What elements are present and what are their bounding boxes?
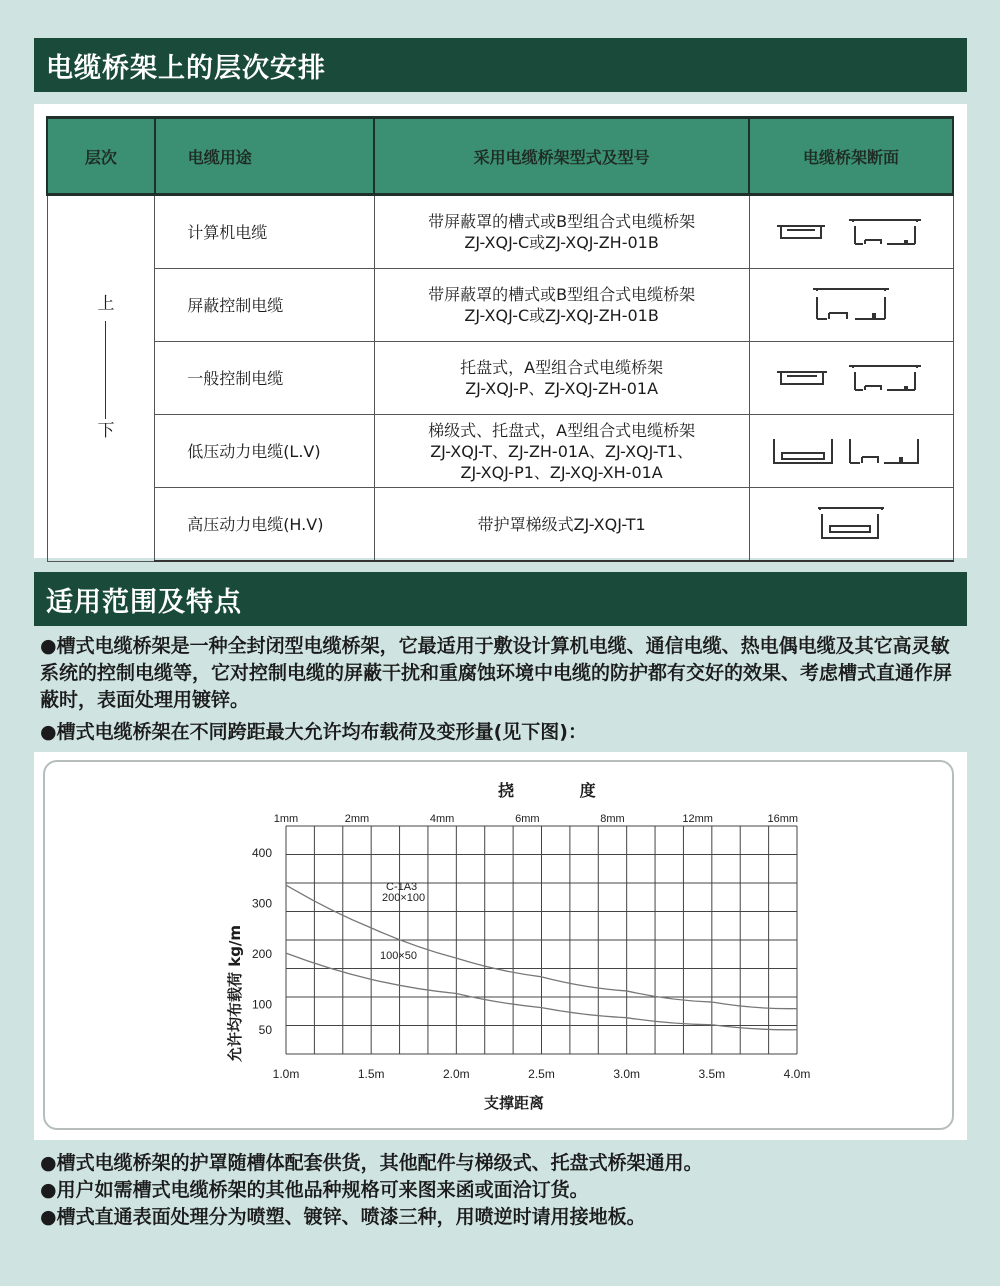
top-tick-label: 4mm (429, 813, 455, 825)
top-tick-label: 8mm (600, 813, 625, 825)
tray-section-icon (771, 212, 931, 252)
cell-cross-section (749, 269, 953, 342)
header-section: 电缆桥架断面 (749, 118, 953, 195)
layering-table-panel (34, 104, 967, 558)
feature-paragraph: ●槽式电缆桥架在不同跨距最大允许均布载荷及变形量(见下图)： (40, 721, 587, 743)
top-tick-label: 2mm (344, 813, 370, 825)
type-line: 梯级式、托盘式，A型组合式电缆桥架 (428, 420, 696, 440)
type-line: ZJ-XQJ-P、ZJ-XQJ-ZH-01A (465, 379, 659, 398)
tray-section-icon (806, 502, 896, 546)
chart-title: 挠 度 (498, 781, 626, 800)
feature-paragraph: ●槽式电缆桥架的护罩随槽体配套供货，其他配件与梯级式、托盘式桥架通用。 (40, 1152, 703, 1174)
top-tick-label: 1mm (273, 813, 299, 825)
x-tick-label: 3.0m (613, 1067, 641, 1081)
x-tick-label: 2.0m (442, 1067, 470, 1081)
type-line: ZJ-XQJ-C或ZJ-XQJ-ZH-01B (464, 306, 659, 325)
feature-paragraph: ●槽式直通表面处理分为喷塑、镀锌、喷漆三种，用喷逆时请用接地板。 (40, 1206, 646, 1228)
y-tick-label: 300 (251, 896, 272, 911)
chart-x-label: 支撑距离 (484, 1094, 545, 1112)
type-line: 带屏蔽罩的槽式或B型组合式电缆桥架 (428, 285, 696, 304)
tray-section-icon (801, 283, 901, 327)
table-row (47, 342, 953, 415)
layering-table (46, 116, 954, 562)
load-chart-panel (34, 752, 967, 1140)
cell-use: 计算机电缆 (155, 195, 375, 269)
level-arrow-line (105, 321, 106, 419)
type-line: 带护罩梯级式ZJ-XQJ-T1 (477, 514, 646, 534)
cell-cross-section (749, 415, 953, 488)
cell-type (374, 195, 749, 269)
level-cell (47, 195, 155, 562)
cell-type (374, 488, 749, 562)
section-title-features: 适用范围及特点 (34, 572, 967, 626)
type-line: ZJ-XQJ-P1、ZJ-XQJ-XH-01A (460, 462, 663, 482)
tray-section-icon (766, 431, 936, 471)
feature-paragraph: ●槽式电缆桥架是一种全封闭型电缆桥架，它最适用于敷设计算机电缆、通信电缆、热电偶电缆及其它高灵敏系统的控制电缆等，它对控制电缆的屏蔽干扰和重腐蚀环境中电缆的防护都有交好的效果、考虑槽式直通作屏蔽时，表面处理用镀锌。 (40, 635, 953, 711)
tray-section-icon (771, 358, 931, 398)
x-tick-label: 3.5m (698, 1067, 726, 1081)
level-bottom: 下 (97, 421, 115, 441)
x-tick-label: 1.0m (272, 1067, 300, 1081)
cell-type (374, 415, 749, 488)
series-label: 100×50 (380, 950, 418, 962)
y-tick-label: 100 (251, 997, 272, 1012)
x-tick-label: 4.0m (783, 1067, 811, 1081)
cell-cross-section (749, 195, 953, 269)
type-line: 托盘式，A型组合式电缆桥架 (460, 358, 664, 377)
top-tick-label: 6mm (515, 813, 540, 825)
feature-paragraph: ●用户如需槽式电缆桥架的其他品种规格可来图来函或面洽订货。 (40, 1179, 589, 1201)
header-type: 采用电缆桥架型式及型号 (374, 118, 749, 195)
table-row (47, 195, 953, 269)
series-label: 200×100 (382, 892, 426, 904)
series-label: C-1A3 (386, 881, 418, 893)
cell-use: 高压动力电缆(H.V) (155, 488, 375, 562)
load-deflection-chart (34, 752, 967, 1140)
table-row (47, 488, 953, 562)
header-level: 层次 (47, 118, 155, 195)
cell-cross-section (749, 342, 953, 415)
y-tick-label: 400 (251, 846, 272, 861)
header-use: 电缆用途 (155, 118, 375, 195)
cell-use: 屏蔽控制电缆 (155, 269, 375, 342)
top-tick-label: 12mm (682, 813, 713, 825)
cell-cross-section (749, 488, 953, 562)
y-tick-label: 200 (251, 947, 272, 962)
cell-use: 一般控制电缆 (155, 342, 375, 415)
level-top: 上 (97, 294, 115, 314)
y-tick-label: 50 (258, 1022, 272, 1037)
type-line: 带屏蔽罩的槽式或B型组合式电缆桥架 (428, 212, 696, 231)
x-tick-label: 1.5m (357, 1067, 385, 1081)
table-header-row (47, 118, 953, 195)
cell-type (374, 342, 749, 415)
table-row (47, 269, 953, 342)
type-line: ZJ-XQJ-C或ZJ-XQJ-ZH-01B (464, 233, 659, 252)
table-row (47, 415, 953, 488)
cell-use: 低压动力电缆(L.V) (155, 415, 375, 488)
section-title-layering: 电缆桥架上的层次安排 (34, 38, 967, 92)
chart-y-label: 允许均布载荷 kg/m (226, 924, 244, 1062)
cell-type (374, 269, 749, 342)
x-tick-label: 2.5m (528, 1067, 555, 1081)
top-tick-label: 16mm (767, 813, 799, 825)
type-line: ZJ-XQJ-T、ZJ-ZH-01A、ZJ-XQJ-T1、 (430, 441, 694, 461)
